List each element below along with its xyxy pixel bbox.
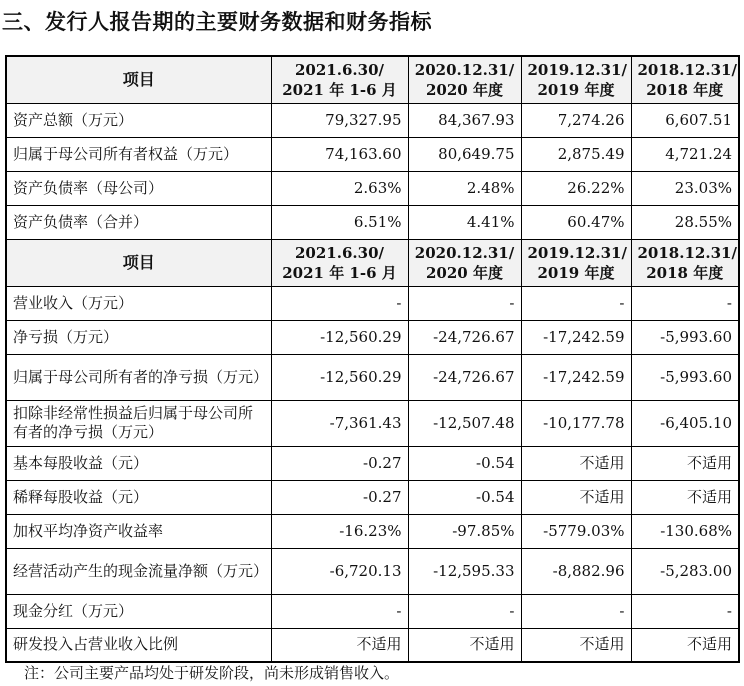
cell-value: 84,367.93 xyxy=(408,103,521,137)
cell-value: -10,177.78 xyxy=(521,400,631,446)
period-line1: 2019.12.31/ xyxy=(527,243,627,262)
cell-value: 74,163.60 xyxy=(271,137,408,171)
period-header xyxy=(521,56,631,103)
header-row-2 xyxy=(6,239,739,286)
period-line2: 2018 年度 xyxy=(646,263,724,282)
cell-value: -0.54 xyxy=(408,480,521,514)
period-line1: 2021.6.30/ xyxy=(295,243,384,262)
cell-value: -130.68% xyxy=(631,514,739,548)
period-line1: 2018.12.31/ xyxy=(637,243,737,262)
period-line2: 2021 年 1-6 月 xyxy=(282,80,397,99)
table-row xyxy=(6,594,739,628)
cell-value: 7,274.26 xyxy=(521,103,631,137)
table-row xyxy=(6,548,739,594)
period-line1: 2020.12.31/ xyxy=(414,60,515,79)
cell-value: -5,283.00 xyxy=(631,548,739,594)
cell-value: -12,595.33 xyxy=(408,548,521,594)
table-row xyxy=(6,514,739,548)
cell-value: -24,726.67 xyxy=(408,320,521,354)
period-line2: 2018 年度 xyxy=(646,80,724,99)
cell-value: 28.55% xyxy=(631,205,739,239)
row-label: 扣除非经常性损益后归属于母公司所有者的净亏损（万元） xyxy=(6,400,271,446)
cell-value: -0.27 xyxy=(271,446,408,480)
period-line2: 2020 年度 xyxy=(426,263,503,282)
cell-value: 2.48% xyxy=(408,171,521,205)
item-header: 项目 xyxy=(6,239,271,286)
cell-value: -7,361.43 xyxy=(271,400,408,446)
cell-value: 2,875.49 xyxy=(521,137,631,171)
row-label: 研发投入占营业收入比例 xyxy=(6,628,271,662)
cell-value: 26.22% xyxy=(521,171,631,205)
cell-value: 6,607.51 xyxy=(631,103,739,137)
cell-value: 2.63% xyxy=(271,171,408,205)
cell-value: 79,327.95 xyxy=(271,103,408,137)
cell-value: 4,721.24 xyxy=(631,137,739,171)
cell-value: -0.27 xyxy=(271,480,408,514)
table-row xyxy=(6,400,739,446)
period-line2: 2019 年度 xyxy=(537,80,615,99)
cell-value: 4.41% xyxy=(408,205,521,239)
cell-value: -5779.03% xyxy=(521,514,631,548)
table-row xyxy=(6,205,739,239)
period-header xyxy=(271,239,408,286)
section-title: 三、发行人报告期的主要财务数据和财务指标 xyxy=(2,10,432,34)
row-label: 稀释每股收益（元） xyxy=(6,480,271,514)
period-line1: 2019.12.31/ xyxy=(527,60,627,79)
cell-value: 不适用 xyxy=(631,480,739,514)
table-row xyxy=(6,628,739,662)
cell-value: 不适用 xyxy=(521,480,631,514)
cell-value: 不适用 xyxy=(408,628,521,662)
period-header xyxy=(408,56,521,103)
cell-value: - xyxy=(631,594,739,628)
row-label: 营业收入（万元） xyxy=(6,286,271,320)
period-header xyxy=(521,239,631,286)
period-header xyxy=(631,239,739,286)
cell-value: -17,242.59 xyxy=(521,354,631,400)
row-label: 加权平均净资产收益率 xyxy=(6,514,271,548)
cell-value: - xyxy=(408,594,521,628)
row-label: 资产负债率（合并） xyxy=(6,205,271,239)
cell-value: -0.54 xyxy=(408,446,521,480)
cell-value: -5,993.60 xyxy=(631,320,739,354)
period-line1: 2020.12.31/ xyxy=(414,243,515,262)
period-line2: 2020 年度 xyxy=(426,80,503,99)
cell-value: - xyxy=(271,594,408,628)
period-line1: 2018.12.31/ xyxy=(637,60,737,79)
cell-value: 6.51% xyxy=(271,205,408,239)
table-row xyxy=(6,171,739,205)
cell-value: 不适用 xyxy=(631,446,739,480)
cell-value: 不适用 xyxy=(521,446,631,480)
cell-value: -12,507.48 xyxy=(408,400,521,446)
cell-value: 不适用 xyxy=(271,628,408,662)
row-label: 归属于母公司所有者的净亏损（万元） xyxy=(6,354,271,400)
cell-value: 不适用 xyxy=(631,628,739,662)
cell-value: - xyxy=(521,594,631,628)
cell-value: 23.03% xyxy=(631,171,739,205)
cell-value: - xyxy=(408,286,521,320)
cell-value: -6,405.10 xyxy=(631,400,739,446)
period-line2: 2019 年度 xyxy=(537,263,615,282)
financial-table xyxy=(5,55,740,663)
footnote: 注：公司主要产品均处于研发阶段，尚未形成销售收入。 xyxy=(24,664,400,682)
cell-value: -97.85% xyxy=(408,514,521,548)
table-row xyxy=(6,354,739,400)
cell-value: 60.47% xyxy=(521,205,631,239)
row-label: 资产总额（万元） xyxy=(6,103,271,137)
period-header xyxy=(271,56,408,103)
row-label: 资产负债率（母公司） xyxy=(6,171,271,205)
cell-value: - xyxy=(271,286,408,320)
period-header xyxy=(408,239,521,286)
row-label: 现金分红（万元） xyxy=(6,594,271,628)
cell-value: -6,720.13 xyxy=(271,548,408,594)
row-label: 基本每股收益（元） xyxy=(6,446,271,480)
cell-value: 不适用 xyxy=(521,628,631,662)
table-row xyxy=(6,480,739,514)
cell-value: -12,560.29 xyxy=(271,354,408,400)
cell-value: -8,882.96 xyxy=(521,548,631,594)
table-row xyxy=(6,286,739,320)
period-line1: 2021.6.30/ xyxy=(295,60,384,79)
table-row xyxy=(6,103,739,137)
table-row xyxy=(6,446,739,480)
cell-value: - xyxy=(521,286,631,320)
header-row-1 xyxy=(6,56,739,103)
cell-value: -24,726.67 xyxy=(408,354,521,400)
cell-value: -17,242.59 xyxy=(521,320,631,354)
table-row xyxy=(6,320,739,354)
table-row xyxy=(6,137,739,171)
row-label: 净亏损（万元） xyxy=(6,320,271,354)
period-line2: 2021 年 1-6 月 xyxy=(282,263,397,282)
period-header xyxy=(631,56,739,103)
row-label: 经营活动产生的现金流量净额（万元） xyxy=(6,548,271,594)
cell-value: 80,649.75 xyxy=(408,137,521,171)
cell-value: -16.23% xyxy=(271,514,408,548)
cell-value: -5,993.60 xyxy=(631,354,739,400)
cell-value: -12,560.29 xyxy=(271,320,408,354)
item-header: 项目 xyxy=(6,56,271,103)
cell-value: - xyxy=(631,286,739,320)
row-label: 归属于母公司所有者权益（万元） xyxy=(6,137,271,171)
